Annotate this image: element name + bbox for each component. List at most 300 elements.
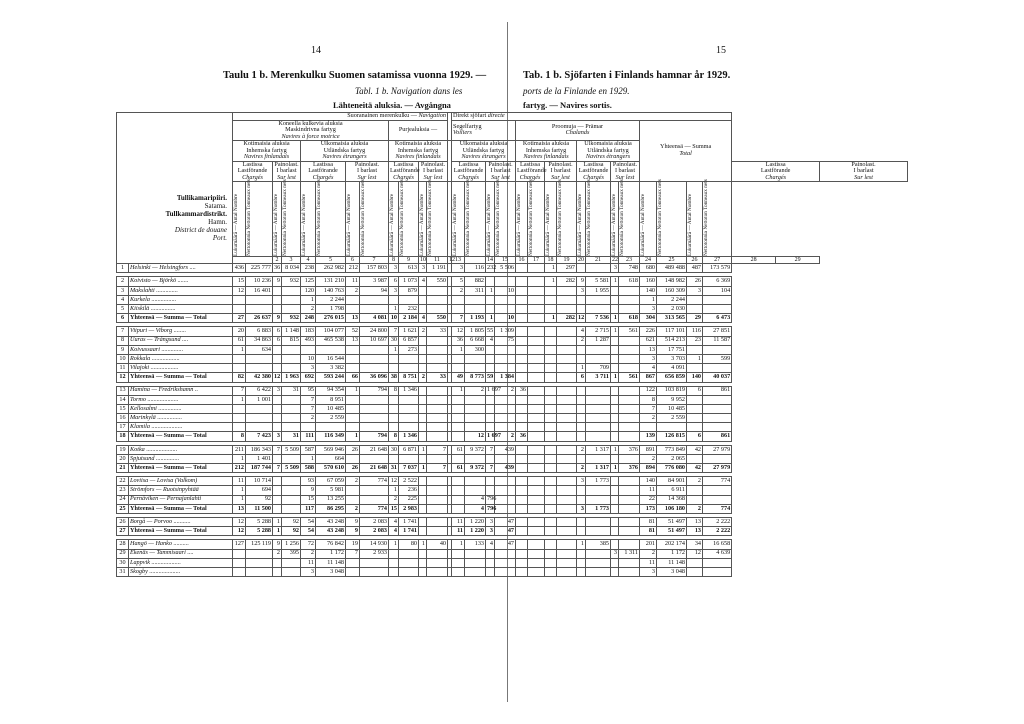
value-cell: 4 639 <box>703 549 732 558</box>
value-cell: 2 522 <box>399 477 419 486</box>
row-number: 11 <box>117 364 129 373</box>
value-cell: 2 <box>419 327 427 336</box>
count-unit-header: Lukumäärä — Antal Nombre <box>233 182 246 257</box>
value-cell: 30 <box>389 445 399 454</box>
value-cell: 4 081 <box>360 314 389 323</box>
value-cell: 81 <box>640 527 657 536</box>
value-cell: 12 <box>233 527 246 536</box>
value-cell <box>703 495 732 504</box>
value-cell <box>486 549 495 558</box>
value-cell: 694 <box>246 486 273 495</box>
value-cell: 11 <box>452 517 465 526</box>
value-cell: 13 255 <box>316 495 346 504</box>
value-cell: 550 <box>427 277 448 286</box>
value-cell <box>419 504 427 513</box>
value-cell: 692 <box>301 373 316 382</box>
value-cell: 26 <box>346 445 360 454</box>
value-cell: 1 <box>233 486 246 495</box>
value-cell <box>516 567 528 576</box>
total-ballast-header: Painolast. I barlast Sur lest <box>820 161 908 182</box>
value-cell <box>246 295 273 304</box>
value-cell <box>427 567 448 576</box>
column-number: 12 <box>449 257 456 263</box>
value-cell <box>495 486 516 495</box>
value-cell: 33 <box>427 373 448 382</box>
value-cell <box>577 345 586 354</box>
port-name: Skogby .................... <box>129 567 233 576</box>
value-cell <box>516 286 528 295</box>
value-cell: 2 <box>465 386 486 395</box>
value-cell <box>389 414 399 423</box>
value-cell <box>452 423 465 432</box>
value-cell: 8 951 <box>316 395 346 404</box>
value-cell <box>273 567 282 576</box>
value-cell: 23 <box>687 336 703 345</box>
value-cell: 238 <box>301 264 316 273</box>
value-cell: 84 901 <box>657 477 687 486</box>
value-cell <box>528 549 545 558</box>
value-cell: 38 <box>389 373 399 382</box>
port-name: Strömfors — Ruotsinpyhtää <box>129 486 233 495</box>
value-cell: 2 <box>301 549 316 558</box>
value-cell <box>557 373 577 382</box>
count-unit-header: Lukumäärä — Antal Nombre <box>640 182 657 257</box>
value-cell <box>399 423 419 432</box>
value-cell <box>452 404 465 413</box>
value-cell <box>233 354 246 363</box>
value-cell <box>516 517 528 526</box>
value-cell: 232 <box>399 305 419 314</box>
value-cell <box>495 414 516 423</box>
value-cell: 1 <box>640 295 657 304</box>
value-cell <box>611 477 619 486</box>
value-cell: 1 <box>419 540 427 549</box>
value-cell: 656 859 <box>657 373 687 382</box>
value-cell <box>528 464 545 473</box>
value-cell: 116 <box>687 327 703 336</box>
column-number: 18 <box>545 257 557 264</box>
value-cell: 10 236 <box>246 277 273 286</box>
value-cell <box>427 495 448 504</box>
value-cell: 7 536 <box>586 314 611 323</box>
value-cell: 14 368 <box>657 495 687 504</box>
value-cell <box>586 345 611 354</box>
value-cell: 5 288 <box>246 527 273 536</box>
value-cell: 8 <box>389 432 399 441</box>
row-number: 4 <box>117 295 129 304</box>
row-number: 24 <box>117 495 129 504</box>
value-cell: 139 <box>640 432 657 441</box>
forg-header-mech: Ulkomaisia aluksia Utländska fartyg Navires étrangers <box>301 141 389 162</box>
value-cell: 2 <box>495 432 516 441</box>
value-cell: 2 <box>640 414 657 423</box>
value-cell: 22 <box>640 495 657 504</box>
value-cell <box>427 295 448 304</box>
value-cell <box>528 527 545 536</box>
value-cell: 593 244 <box>316 373 346 382</box>
value-cell: 133 <box>465 540 486 549</box>
value-cell: 1 220 <box>465 527 486 536</box>
value-cell <box>619 454 640 463</box>
row-number: 27 <box>117 527 129 536</box>
value-cell <box>577 432 586 441</box>
value-cell <box>452 364 465 373</box>
count-unit-header: Lukumäärä — Antal Nombre <box>273 182 282 257</box>
value-cell <box>516 295 528 304</box>
value-cell <box>486 567 495 576</box>
column-number: 9 <box>399 257 419 264</box>
value-cell <box>545 354 557 363</box>
value-cell: 10 <box>301 354 316 363</box>
value-cell: 439 <box>495 445 516 454</box>
value-cell: 304 <box>640 314 657 323</box>
value-cell <box>419 527 427 536</box>
value-cell: 1 <box>273 517 282 526</box>
value-cell: 487 <box>687 264 703 273</box>
value-cell <box>246 305 273 314</box>
value-cell <box>528 386 545 395</box>
port-name: Hangö — Hanko .......... <box>129 540 233 549</box>
left-title-line1: Taulu 1 b. Merenkulku Suomen satamissa vuonna 1929. — <box>223 70 487 81</box>
value-cell: 588 <box>301 464 316 473</box>
value-cell <box>399 414 419 423</box>
value-cell <box>346 454 360 463</box>
value-cell: 4 <box>486 336 495 345</box>
table-row <box>117 295 908 304</box>
value-cell <box>619 558 640 567</box>
value-cell <box>687 495 703 504</box>
value-cell: 173 <box>640 504 657 513</box>
table-row <box>117 423 908 432</box>
value-cell <box>557 454 577 463</box>
value-cell <box>577 549 586 558</box>
value-cell: 7 <box>427 445 448 454</box>
value-cell <box>419 404 427 413</box>
value-cell <box>516 277 528 286</box>
value-cell <box>465 364 486 373</box>
value-cell: 550 <box>427 314 448 323</box>
value-cell: 92 <box>282 517 301 526</box>
value-cell: 774 <box>360 504 389 513</box>
value-cell <box>389 364 399 373</box>
value-cell <box>577 486 586 495</box>
value-cell <box>577 264 586 273</box>
value-cell <box>619 495 640 504</box>
value-cell: 2 <box>273 549 282 558</box>
value-cell <box>360 567 389 576</box>
row-number: 17 <box>117 423 129 432</box>
value-cell <box>528 373 545 382</box>
value-cell <box>399 364 419 373</box>
value-cell: 1 <box>389 486 399 495</box>
column-number: 16 <box>516 257 528 264</box>
value-cell: 186 343 <box>246 445 273 454</box>
value-cell <box>557 432 577 441</box>
value-cell: 6 473 <box>703 314 732 323</box>
value-cell: 5 509 <box>282 464 301 473</box>
value-cell: 1 <box>577 540 586 549</box>
cargo-header-row <box>117 161 908 182</box>
value-cell <box>611 336 619 345</box>
port-name: Makslahti .............. <box>129 286 233 295</box>
value-cell: 664 <box>316 454 346 463</box>
value-cell <box>586 567 611 576</box>
value-cell <box>516 404 528 413</box>
value-cell <box>273 486 282 495</box>
value-cell <box>545 345 557 354</box>
value-cell: 4 091 <box>657 364 687 373</box>
value-cell: 120 <box>301 286 316 295</box>
column-number: 2 <box>273 257 282 264</box>
value-cell: 3 <box>486 527 495 536</box>
value-cell <box>282 567 301 576</box>
ferry-header: Proomuja — Prämar Chalands <box>516 120 640 141</box>
value-cell: 117 101 <box>657 327 687 336</box>
value-cell: 2 <box>577 445 586 454</box>
value-cell: 10 697 <box>360 336 389 345</box>
value-cell: 9 <box>346 517 360 526</box>
value-cell <box>516 527 528 536</box>
value-cell: 815 <box>282 336 301 345</box>
value-cell <box>316 345 346 354</box>
value-cell <box>528 504 545 513</box>
value-cell <box>687 395 703 404</box>
port-name: Kiiskilä ................ <box>129 305 233 314</box>
value-cell <box>577 354 586 363</box>
value-cell <box>557 295 577 304</box>
value-cell <box>516 486 528 495</box>
value-cell: 932 <box>282 277 301 286</box>
value-cell <box>346 567 360 576</box>
value-cell <box>427 336 448 345</box>
value-cell <box>452 558 465 567</box>
value-cell <box>233 414 246 423</box>
value-cell <box>427 414 448 423</box>
column-number: 8 <box>389 257 399 264</box>
value-cell <box>273 286 282 295</box>
value-cell: 14 930 <box>360 540 389 549</box>
value-cell: 1 741 <box>399 517 419 526</box>
value-cell <box>516 454 528 463</box>
value-cell: 1 <box>611 464 619 473</box>
value-cell: 1 <box>687 354 703 363</box>
value-cell: 3 <box>419 264 427 273</box>
tonnage-unit-header: Nettotonnia Nettoton Tonneaux nets <box>703 182 732 257</box>
value-cell <box>360 345 389 354</box>
value-cell: 385 <box>586 540 611 549</box>
value-cell: 2 065 <box>657 454 687 463</box>
value-cell <box>465 486 486 495</box>
value-cell <box>611 404 619 413</box>
value-cell: 10 <box>495 286 516 295</box>
value-cell <box>346 395 360 404</box>
value-cell <box>611 364 619 373</box>
value-cell <box>528 495 545 504</box>
value-cell <box>619 477 640 486</box>
row-number: 3 <box>117 286 129 295</box>
value-cell <box>465 477 486 486</box>
value-cell <box>419 336 427 345</box>
value-cell <box>528 432 545 441</box>
value-cell <box>557 336 577 345</box>
value-cell <box>586 354 611 363</box>
value-cell <box>452 414 465 423</box>
value-cell: 7 037 <box>399 464 419 473</box>
value-cell: 8 <box>233 432 246 441</box>
value-cell <box>703 364 732 373</box>
value-cell: 13 <box>346 336 360 345</box>
value-cell: 1 <box>545 264 557 273</box>
value-cell: 140 <box>640 286 657 295</box>
value-cell <box>577 414 586 423</box>
value-cell: 2 <box>577 464 586 473</box>
value-cell: 10 485 <box>657 404 687 413</box>
value-cell: 9 <box>577 277 586 286</box>
value-cell: 211 <box>233 445 246 454</box>
value-cell <box>419 423 427 432</box>
value-cell: 31 <box>389 464 399 473</box>
value-cell: 376 <box>619 445 640 454</box>
row-number: 13 <box>117 386 129 395</box>
value-cell: 27 851 <box>703 327 732 336</box>
value-cell <box>427 395 448 404</box>
value-cell: 4 <box>577 327 586 336</box>
row-number: 31 <box>117 567 129 576</box>
value-cell <box>495 423 516 432</box>
value-cell <box>465 354 486 363</box>
left-page-number: 14 <box>311 45 321 56</box>
value-cell <box>703 295 732 304</box>
value-cell <box>246 549 273 558</box>
value-cell <box>427 305 448 314</box>
value-cell: 2 <box>687 477 703 486</box>
value-cell: 19 <box>346 540 360 549</box>
segel-header: Segelfartyg Voiliers <box>452 120 516 141</box>
value-cell: 6 <box>577 373 586 382</box>
value-cell <box>528 414 545 423</box>
right-title-line3: fartyg. — Navires sortis. <box>523 100 612 110</box>
value-cell: 232 <box>487 264 497 272</box>
value-cell <box>528 567 545 576</box>
value-cell: 282 <box>557 277 577 286</box>
value-cell <box>427 558 448 567</box>
value-cell <box>557 504 577 513</box>
value-cell <box>611 395 619 404</box>
value-cell <box>273 404 282 413</box>
value-cell <box>619 567 640 576</box>
value-cell <box>452 495 465 504</box>
value-cell: 2 <box>419 373 427 382</box>
value-cell <box>557 327 577 336</box>
value-cell: 6 857 <box>399 336 419 345</box>
value-cell <box>586 486 611 495</box>
value-cell: 4 <box>486 540 495 549</box>
value-cell: 61 <box>233 336 246 345</box>
value-cell: 1 172 <box>316 549 346 558</box>
value-cell <box>427 386 448 395</box>
value-cell: 1 073 <box>399 277 419 286</box>
value-cell <box>586 414 611 423</box>
value-cell <box>545 486 557 495</box>
port-name: Koivussaari .............. <box>129 345 233 354</box>
value-cell <box>427 504 448 513</box>
district-label-sv: Tullkammardistrikt. <box>165 210 228 219</box>
row-number: 8 <box>117 336 129 345</box>
value-cell <box>545 567 557 576</box>
value-cell <box>557 414 577 423</box>
value-cell <box>577 558 586 567</box>
port-label-fr: Port. <box>212 234 228 243</box>
value-cell: 86 295 <box>316 504 346 513</box>
value-cell <box>611 386 619 395</box>
value-cell <box>273 354 282 363</box>
value-cell: 1 <box>452 386 465 395</box>
value-cell <box>419 549 427 558</box>
value-cell: 2 <box>301 414 316 423</box>
value-cell: 187 744 <box>246 464 273 473</box>
value-cell: 3 <box>640 567 657 576</box>
total-row <box>117 464 908 473</box>
value-cell <box>557 464 577 473</box>
column-number: 21 <box>586 257 611 264</box>
value-cell <box>611 414 619 423</box>
value-cell <box>419 395 427 404</box>
value-cell: 2 559 <box>316 414 346 423</box>
value-cell: 2 <box>346 477 360 486</box>
value-cell <box>282 454 301 463</box>
value-cell: 21 648 <box>360 464 389 473</box>
value-cell: 7 <box>346 549 360 558</box>
table-row <box>117 477 908 486</box>
value-cell: 2 933 <box>360 549 389 558</box>
table-row <box>117 395 908 404</box>
value-cell: 7 <box>233 386 246 395</box>
value-cell <box>427 423 448 432</box>
tonnage-unit-header: Nettotonnia Nettoton Tonneaux nets <box>399 182 419 257</box>
value-cell: 3 382 <box>316 364 346 373</box>
value-cell <box>427 345 448 354</box>
value-cell: 80 <box>399 540 419 549</box>
value-cell: 1 <box>301 295 316 304</box>
value-cell: 36 <box>516 386 528 395</box>
value-cell: 6 <box>389 277 399 286</box>
value-cell <box>452 567 465 576</box>
value-cell <box>419 495 427 504</box>
value-cell: 2 030 <box>657 305 687 314</box>
value-cell: 10 <box>389 314 399 323</box>
value-cell <box>687 423 703 432</box>
value-cell: 36 096 <box>360 373 389 382</box>
value-cell <box>452 504 465 513</box>
value-cell <box>419 517 427 526</box>
value-cell <box>389 423 399 432</box>
value-cell: 7 <box>486 464 495 473</box>
value-cell <box>545 286 557 295</box>
value-cell <box>246 354 273 363</box>
value-cell <box>273 504 282 513</box>
value-cell: 395 <box>282 549 301 558</box>
value-cell <box>545 477 557 486</box>
value-cell <box>586 395 611 404</box>
value-cell: 1 <box>346 386 360 395</box>
value-cell <box>557 404 577 413</box>
value-cell: 1 <box>486 286 495 295</box>
value-cell: 3 <box>301 364 316 373</box>
value-cell <box>419 354 427 363</box>
value-cell: 157 803 <box>360 264 389 273</box>
ballast-header: Painolast. I barlast Sur lest <box>346 161 389 182</box>
value-cell: 796 <box>487 504 497 512</box>
